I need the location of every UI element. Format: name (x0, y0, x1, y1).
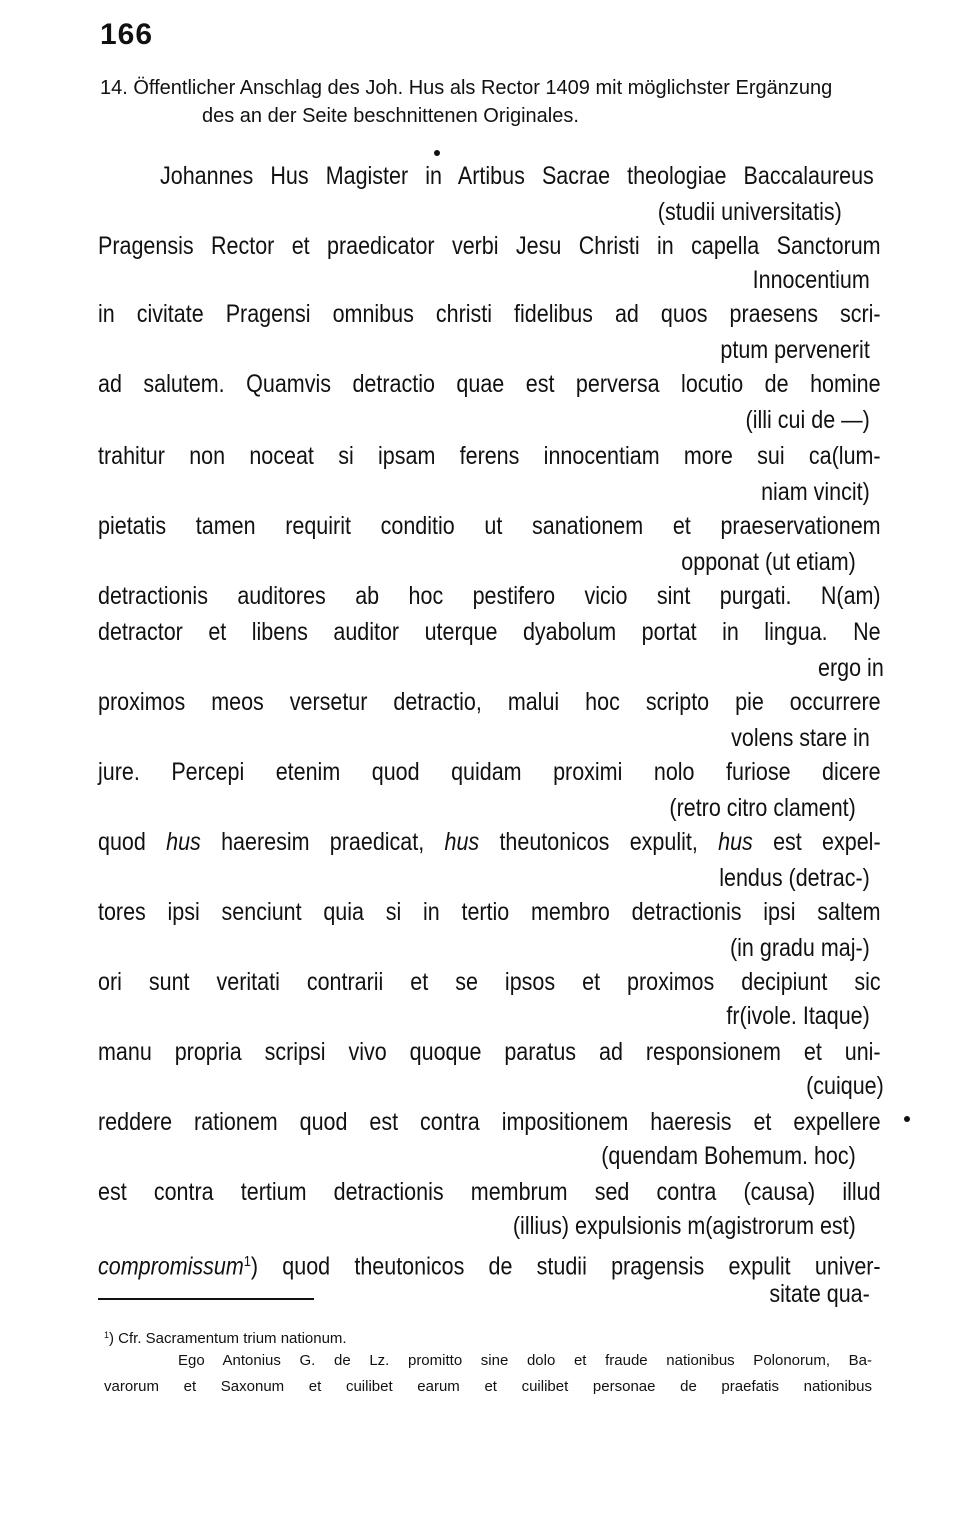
margin-mark (904, 1116, 910, 1122)
text-segment: theutonicos expulit, (479, 828, 719, 856)
stray-mark (434, 150, 440, 156)
text-line: (cuique) (806, 1072, 884, 1100)
text-line: (studii universitatis) (657, 198, 842, 226)
text-segment: quod (98, 828, 167, 856)
text-line: lendus (detrac-) (719, 864, 870, 892)
text-line: ad salutem. Quamvis detractio quae est perversa locutio de homine (98, 370, 881, 398)
text-line: (quendam Bohemum. hoc) (601, 1142, 856, 1170)
footnote-ref: 1 (243, 1253, 251, 1270)
text-line: detractionis auditores ab hoc pestifero vicio sint purgati. N(am) (98, 582, 881, 610)
name-hus: hus (718, 828, 753, 856)
text-line: detractor et libens auditor uterque dyabolum portat in lingua. Ne (98, 618, 881, 646)
text-line: proximos meos versetur detractio, malui hoc scripto pie occurrere (98, 688, 881, 716)
text-line: pietatis tamen requirit conditio ut sanationem et praeservationem (98, 512, 881, 540)
section-heading (100, 74, 880, 130)
footnote-line-3: varorum et Saxonum et cuilibet earum et cuilibet personae de praefatis nationibus (104, 1378, 872, 1395)
text-line: niam vincit) (761, 478, 870, 506)
name-hus: hus (444, 828, 480, 856)
term-compromissum: compromissum (98, 1252, 244, 1281)
text-line: in civitate Pragensi omnibus christi fidelibus ad quos praesens scri- (98, 300, 881, 328)
footnote-line-2: Ego Antonius G. de Lz. promitto sine dolo et fraude nationibus Polonorum, Ba- (178, 1352, 872, 1369)
text-line: opponat (ut etiam) (681, 548, 856, 576)
text-segment: haeresim praedicat, (200, 828, 445, 856)
text-line: (illi cui de —) (745, 406, 870, 434)
text-segment: ) quod theutonicos de studii pragensis expulit univer- (250, 1252, 881, 1281)
text-line: est contra tertium detractionis membrum sed contra (causa) illud (98, 1178, 881, 1206)
heading-line-2: des an der Seite beschnittenen Originales. (202, 105, 579, 127)
text-segment: est expel- (752, 828, 881, 856)
text-line: manu propria scripsi vivo quoque paratus ad responsionem et uni- (98, 1038, 881, 1066)
heading-line-1: 14. Öffentlicher Anschlag des Joh. Hus als Rector 1409 mit möglichster Ergänzung (100, 77, 833, 99)
text-line: ori sunt veritati contrarii et se ipsos et proximos decipiunt sic (98, 968, 881, 996)
page-number: 166 (100, 18, 154, 51)
text-line: reddere rationem quod est contra impositionem haeresis et expellere (98, 1108, 881, 1136)
text-line: sitate qua- (769, 1280, 870, 1308)
text-line-compromissum (98, 1246, 881, 1282)
text-line: (retro citro clament) (669, 794, 856, 822)
text-line: trahitur non noceat si ipsam ferens innocentiam more sui ca(lum- (98, 442, 881, 470)
text-line: Pragensis Rector et praedicator verbi Jesu Christi in capella Sanctorum (98, 232, 881, 260)
text-line: ptum pervenerit (720, 336, 870, 364)
text-line: Johannes Hus Magister in Artibus Sacrae theologiae Baccalaureus (160, 162, 874, 190)
text-line: ergo in (818, 654, 884, 682)
text-line: Innocentium (752, 266, 870, 294)
footnote-rule (98, 1298, 314, 1300)
text-line-hus (98, 826, 881, 858)
text-line: (in gradu maj-) (729, 934, 870, 962)
name-hus: hus (166, 828, 201, 856)
footnote-mark: 1 (104, 1330, 110, 1340)
footnote-text: ) Cfr. Sacramentum trium nationum. (109, 1329, 347, 1347)
text-line: volens stare in (731, 724, 870, 752)
text-line: (illius) expulsionis m(agistrorum est) (512, 1212, 856, 1240)
text-line: jure. Percepi etenim quod quidam proximi nolo furiose dicere (98, 758, 881, 786)
text-line: tores ipsi senciunt quia si in tertio membro detractionis ipsi saltem (98, 898, 881, 926)
text-line: fr(ivole. Itaque) (726, 1002, 870, 1030)
